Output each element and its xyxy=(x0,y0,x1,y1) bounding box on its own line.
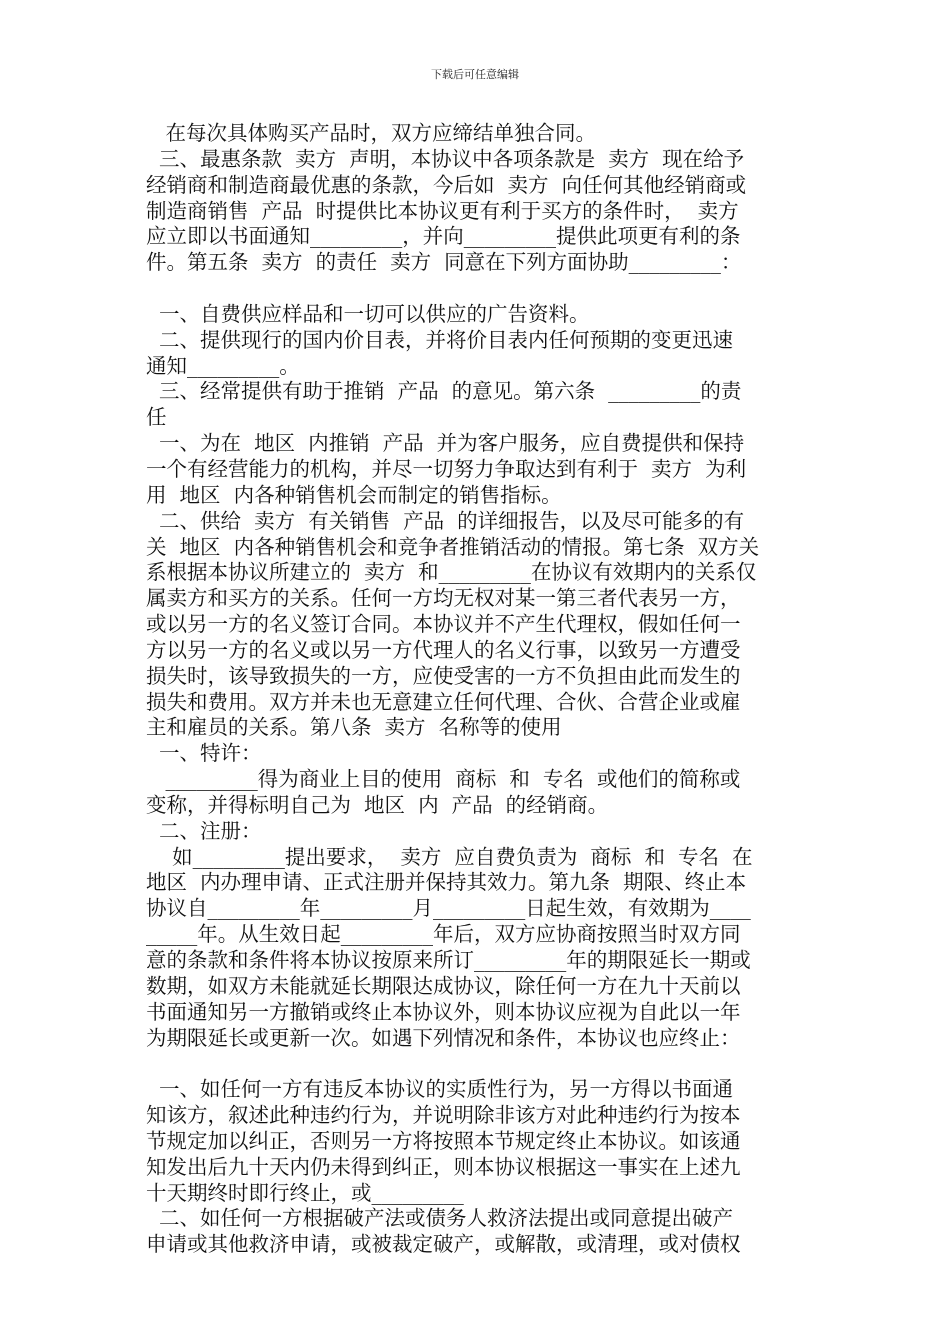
text-line: 知发出后九十天内仍未得到纠正，则本协议根据这一事实在上述九 xyxy=(146,1154,741,1179)
text-line: 二、供给 卖方 有关销售 产品 的详细报告，以及尽可能多的有 xyxy=(146,508,745,533)
text-line: 三、经常提供有助于推销 产品 的意见。第六条 _________的责 xyxy=(146,379,742,404)
text-line: 或以另一方的名义签订合同。本协议并不产生代理权，假如任何一 xyxy=(146,612,741,637)
text-line: 应立即以书面通知_________，并向_________提供此项更有利的条 xyxy=(146,224,741,249)
text-line: 损失时，该导致损失的一方，应使受害的一方不负担由此而发生的 xyxy=(146,663,741,688)
text-line: 一个有经营能力的机构，并尽一切努力争取达到有利于 卖方 为利 xyxy=(146,456,747,481)
text-line: 申请或其他救济申请，或被裁定破产，或解散，或清理，或对债权 xyxy=(146,1232,741,1257)
text-line: 系根据本协议所建立的 卖方 和_________在协议有效期内的关系仅 xyxy=(146,560,757,585)
text-line: 协议自_________年_________月_________日起生效，有效期为____ xyxy=(146,896,751,921)
text-line: 一、如任何一方有违反本协议的实质性行为，另一方得以书面通 xyxy=(146,1077,734,1102)
text-line: 意的条款和条件将本协议按原来所订_________年的期限延长一期或 xyxy=(146,948,751,972)
text-line: 关 地区 内各种销售机会和竞争者推销活动的情报。第七条 双方关 xyxy=(146,534,760,559)
text-line: 任 xyxy=(146,405,167,430)
text-line: 如_________提出要求， 卖方 应自费负责为 商标 和 专名 在 xyxy=(146,844,753,869)
text-line: 三、最惠条款 卖方 声明，本协议中各项条款是 卖方 现在给予 xyxy=(146,146,745,171)
text-line: _________得为商业上目的使用 商标 和 专名 或他们的简称或 xyxy=(146,767,741,792)
text-line: 二、注册： xyxy=(146,818,262,843)
text-line: 方以另一方的名义或以另一方代理人的名义行事，以致另一方遭受 xyxy=(146,637,741,662)
text-line: 一、为在 地区 内推销 产品 并为客户服务，应自费提供和保持 xyxy=(146,431,745,456)
text-line: 十天期终时即行终止，或_________ xyxy=(146,1180,464,1205)
text-line: 一、自费供应样品和一切可以供应的广告资料。 xyxy=(146,301,590,326)
text-line: 属卖方和买方的关系。任何一方均无权对某一第三者代表另一方， xyxy=(146,586,741,611)
blank-line xyxy=(146,276,806,302)
text-line: 制造商销售 产品 时提供比本协议更有利于买方的条件时， 卖方 xyxy=(146,198,739,223)
text-line: 数期，如双方未能就延长期限达成协议，除任何一方在九十天前以 xyxy=(146,973,741,998)
text-line: 书面通知另一方撤销或终止本协议外，则本协议应视为自此以一年 xyxy=(146,999,741,1024)
text-line: 节规定加以纠正，否则另一方将按照本节规定终止本协议。如该通 xyxy=(146,1128,741,1153)
text-line: 件。第五条 卖方 的责任 卖方 同意在下列方面协助_________： xyxy=(146,250,742,275)
text-line: 变称，并得标明自己为 地区 内 产品 的经销商。 xyxy=(146,792,609,817)
text-line: 地区 内办理申请、正式注册并保持其效力。第九条 期限、终止本 xyxy=(146,870,747,895)
text-line: _____年。从生效日起_________年后，双方应协商按照当时双方同 xyxy=(146,922,741,947)
text-line: 知该方，叙述此种违约行为，并说明除非该方对此种违约行为按本 xyxy=(146,1103,741,1128)
text-line: 损失和费用。双方并未也无意建立任何代理、合伙、合营企业或雇 xyxy=(146,689,741,714)
document-body xyxy=(146,121,806,1258)
blank-line xyxy=(146,1051,806,1077)
text-line: 为期限延长或更新一次。如遇下列情况和条件，本协议也应终止： xyxy=(146,1025,741,1050)
text-line: 主和雇员的关系。第八条 卖方 名称等的使用 xyxy=(146,715,562,740)
page-header: 下载后可任意编辑 xyxy=(431,68,519,81)
text-line: 二、提供现行的国内价目表，并将价目表内任何预期的变更迅速 xyxy=(146,327,734,352)
text-line: 经销商和制造商最优惠的条款，今后如 卖方 向任何其他经销商或 xyxy=(146,172,747,197)
text-line: 用 地区 内各种销售机会而制定的销售指标。 xyxy=(146,482,562,507)
text-line: 一、特许： xyxy=(146,741,262,766)
text-line: 二、如任何一方根据破产法或债务人救济法提出或同意提出破产 xyxy=(146,1206,734,1231)
text-line: 在每次具体购买产品时，双方应缔结单独合同。 xyxy=(146,121,597,145)
text-line: 通知_________。 xyxy=(146,353,300,378)
